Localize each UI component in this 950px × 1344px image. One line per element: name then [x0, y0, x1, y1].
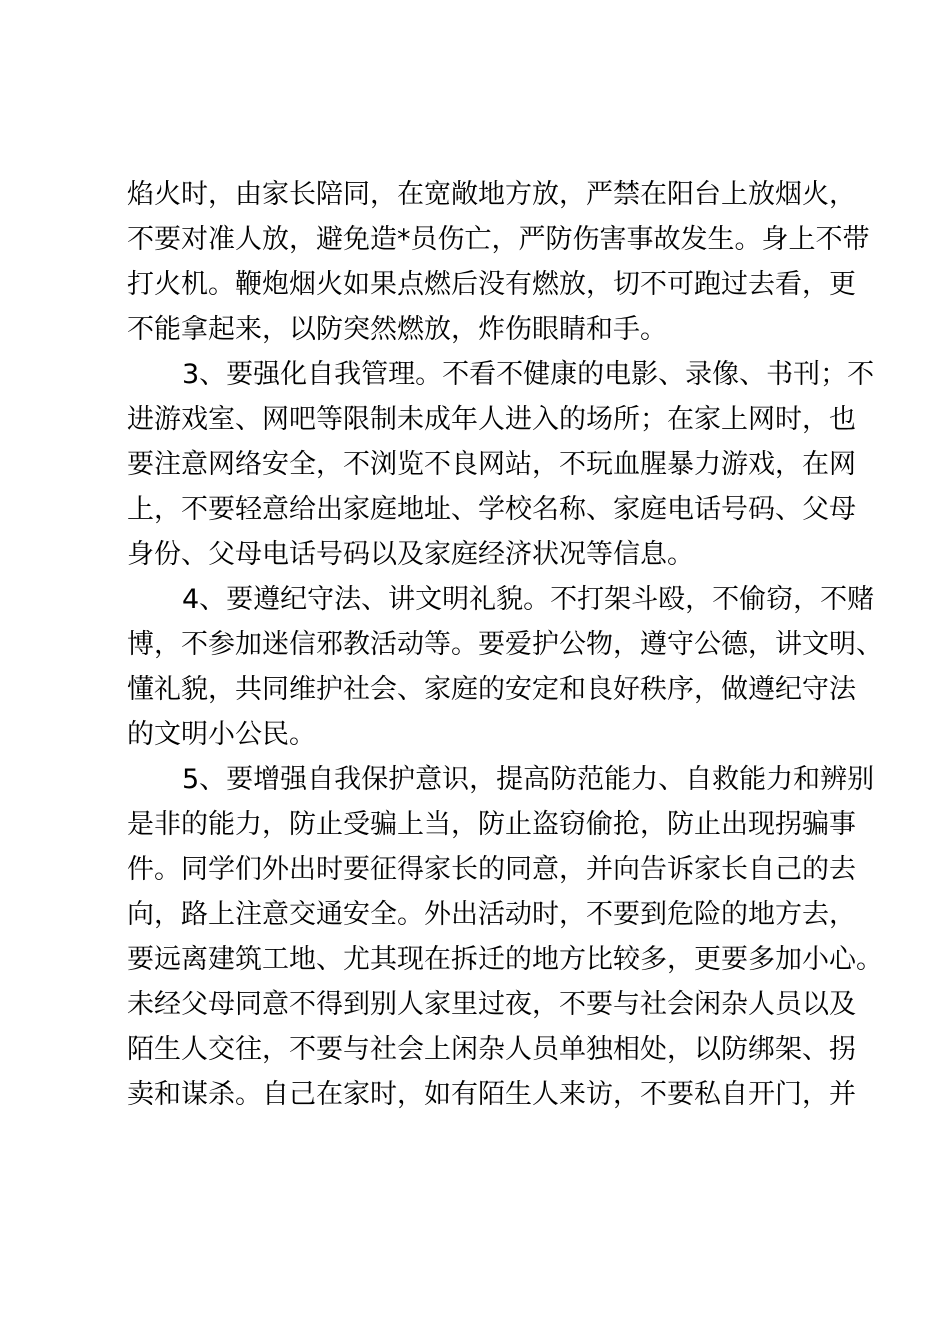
text-line: 要注意网络安全，不浏览不良网站，不玩血腥暴力游戏，在网	[127, 449, 856, 480]
text-line: 懂礼貌，共同维护社会、家庭的安定和良好秩序，做遵纪守法	[127, 674, 856, 705]
text-line: 卖和谋杀。自己在家时，如有陌生人来访，不要私自开门，并	[127, 1079, 856, 1110]
paragraph-3-first-line: 3、要强化自我管理。不看不健康的电影、录像、书刊；不	[182, 359, 875, 390]
paragraph-5-first-line: 5、要增强自我保护意识，提高防范能力、自救能力和辨别	[182, 764, 875, 795]
text-line: 要远离建筑工地、尤其现在拆迁的地方比较多，更要多加小心。	[127, 944, 883, 975]
paragraph-4-first-line: 4、要遵纪守法、讲文明礼貌。不打架斗殴，不偷窃，不赌	[182, 584, 875, 615]
text-line: 上，不要轻意给出家庭地址、学校名称、家庭电话号码、父母	[127, 494, 856, 525]
text-line: 件。同学们外出时要征得家长的同意，并向告诉家长自己的去	[127, 854, 856, 885]
text-line: 是非的能力，防止受骗上当，防止盗窃偷抢，防止出现拐骗事	[127, 809, 856, 840]
text-line: 不能拿起来，以防突然燃放，炸伤眼睛和手。	[127, 314, 667, 345]
text-line: 博，不参加迷信邪教活动等。要爱护公物，遵守公德，讲文明、	[127, 629, 883, 660]
text-line: 打火机。鞭炮烟火如果点燃后没有燃放，切不可跑过去看，更	[127, 269, 856, 300]
text-line: 身份、父母电话号码以及家庭经济状况等信息。	[127, 539, 694, 570]
text-line: 向，路上注意交通安全。外出活动时，不要到危险的地方去，	[127, 899, 856, 930]
text-line: 未经父母同意不得到别人家里过夜，不要与社会闲杂人员以及	[127, 989, 856, 1020]
text-line: 不要对准人放，避免造*员伤亡，严防伤害事故发生。身上不带	[127, 224, 870, 255]
text-line: 焰火时，由家长陪同，在宽敞地方放，严禁在阳台上放烟火，	[127, 179, 856, 210]
text-line: 的文明小公民。	[127, 719, 316, 750]
text-line: 陌生人交往，不要与社会上闲杂人员单独相处，以防绑架、拐	[127, 1034, 856, 1065]
body-text	[127, 172, 883, 1117]
text-line: 进游戏室、网吧等限制未成年人进入的场所；在家上网时，也	[127, 404, 856, 435]
